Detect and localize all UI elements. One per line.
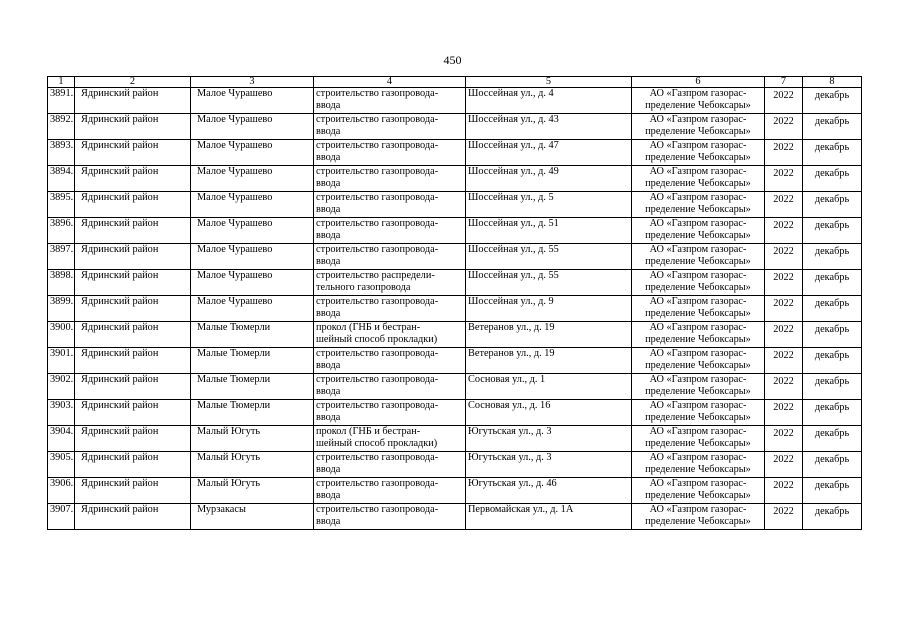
year-cell: 2022 <box>765 478 803 504</box>
work-type-line-1: прокол (ГНБ и бестран- <box>316 426 421 437</box>
organization-line-2: пределение Чебоксары» <box>645 255 751 267</box>
row-number: 3906. <box>48 478 75 504</box>
organization-cell <box>632 218 765 244</box>
organization-line-1: АО «Газпром газорас- <box>649 166 747 177</box>
organization-line-1: АО «Газпром газорас- <box>649 296 747 307</box>
locality-cell: Малое Чурашево <box>191 192 314 218</box>
row-number: 3893. <box>48 140 75 166</box>
work-type-line-2: ввода <box>316 151 341 163</box>
organization-cell <box>632 426 765 452</box>
month-cell: декабрь <box>803 166 862 192</box>
year-cell: 2022 <box>765 88 803 114</box>
month-cell: декабрь <box>803 218 862 244</box>
work-type-cell <box>314 452 466 478</box>
organization-line-2: пределение Чебоксары» <box>645 359 751 371</box>
locality-cell: Малый Югуть <box>191 478 314 504</box>
district-cell: Ядринский район <box>75 374 191 400</box>
column-header: 5 <box>466 77 632 88</box>
table-row <box>48 452 862 478</box>
address-cell: Шоссейная ул., д. 51 <box>466 218 632 244</box>
work-type-cell <box>314 374 466 400</box>
work-type-line-2: ввода <box>316 463 341 475</box>
work-type-line-2: ввода <box>316 489 341 501</box>
work-type-line-1: строительство газопровода- <box>316 166 439 177</box>
locality-cell: Малое Чурашево <box>191 218 314 244</box>
row-number: 3901. <box>48 348 75 374</box>
district-cell: Ядринский район <box>75 270 191 296</box>
locality-cell: Малое Чурашево <box>191 244 314 270</box>
table-row <box>48 270 862 296</box>
locality-cell: Малые Тюмерли <box>191 322 314 348</box>
work-type-line-1: строительство газопровода- <box>316 374 439 385</box>
table-row <box>48 348 862 374</box>
organization-line-2: пределение Чебоксары» <box>645 489 751 501</box>
column-header: 6 <box>632 77 765 88</box>
organization-line-2: пределение Чебоксары» <box>645 99 751 111</box>
address-cell: Шоссейная ул., д. 55 <box>466 270 632 296</box>
work-type-cell <box>314 426 466 452</box>
month-cell: декабрь <box>803 478 862 504</box>
year-cell: 2022 <box>765 452 803 478</box>
work-type-line-1: строительство распредели- <box>316 270 435 281</box>
organization-cell <box>632 270 765 296</box>
work-type-line-2: шейный способ прокладки) <box>316 437 438 449</box>
locality-cell: Малое Чурашево <box>191 140 314 166</box>
organization-line-1: АО «Газпром газорас- <box>649 140 747 151</box>
month-cell: декабрь <box>803 426 862 452</box>
locality-cell: Малый Югуть <box>191 452 314 478</box>
work-type-line-1: строительство газопровода- <box>316 140 439 151</box>
address-cell: Шоссейная ул., д. 55 <box>466 244 632 270</box>
organization-line-2: пределение Чебоксары» <box>645 333 751 345</box>
locality-cell: Малое Чурашево <box>191 270 314 296</box>
table-row <box>48 322 862 348</box>
organization-cell <box>632 478 765 504</box>
work-type-cell <box>314 166 466 192</box>
organization-line-1: АО «Газпром газорас- <box>649 504 747 515</box>
month-cell: декабрь <box>803 400 862 426</box>
organization-line-1: АО «Газпром газорас- <box>649 374 747 385</box>
column-header: 1 <box>48 77 75 88</box>
work-type-cell <box>314 88 466 114</box>
row-number: 3904. <box>48 426 75 452</box>
work-type-line-1: строительство газопровода- <box>316 504 439 515</box>
organization-line-1: АО «Газпром газорас- <box>649 452 747 463</box>
organization-cell <box>632 140 765 166</box>
table-row <box>48 166 862 192</box>
organization-line-1: АО «Газпром газорас- <box>649 270 747 281</box>
work-type-line-2: ввода <box>316 99 341 111</box>
locality-cell: Малые Тюмерли <box>191 348 314 374</box>
organization-cell <box>632 348 765 374</box>
table-row <box>48 88 862 114</box>
address-cell: Сосновая ул., д. 1 <box>466 374 632 400</box>
year-cell: 2022 <box>765 296 803 322</box>
organization-cell <box>632 114 765 140</box>
year-cell: 2022 <box>765 322 803 348</box>
organization-line-2: пределение Чебоксары» <box>645 307 751 319</box>
organization-cell <box>632 296 765 322</box>
work-type-line-2: ввода <box>316 411 341 423</box>
data-table <box>47 76 862 530</box>
row-number: 3894. <box>48 166 75 192</box>
row-number: 3902. <box>48 374 75 400</box>
district-cell: Ядринский район <box>75 114 191 140</box>
work-type-line-2: ввода <box>316 515 341 527</box>
district-cell: Ядринский район <box>75 218 191 244</box>
address-cell: Шоссейная ул., д. 43 <box>466 114 632 140</box>
work-type-cell <box>314 322 466 348</box>
organization-line-2: пределение Чебоксары» <box>645 177 751 189</box>
month-cell: декабрь <box>803 114 862 140</box>
work-type-line-2: тельного газопровода <box>316 281 411 293</box>
organization-line-1: АО «Газпром газорас- <box>649 400 747 411</box>
work-type-cell <box>314 296 466 322</box>
month-cell: декабрь <box>803 192 862 218</box>
organization-line-2: пределение Чебоксары» <box>645 515 751 527</box>
work-type-line-2: ввода <box>316 177 341 189</box>
organization-line-2: пределение Чебоксары» <box>645 385 751 397</box>
work-type-line-2: ввода <box>316 359 341 371</box>
month-cell: декабрь <box>803 322 862 348</box>
organization-cell <box>632 192 765 218</box>
organization-cell <box>632 322 765 348</box>
organization-line-2: пределение Чебоксары» <box>645 125 751 137</box>
year-cell: 2022 <box>765 270 803 296</box>
work-type-cell <box>314 244 466 270</box>
work-type-line-1: строительство газопровода- <box>316 244 439 255</box>
work-type-line-1: строительство газопровода- <box>316 218 439 229</box>
organization-line-1: АО «Газпром газорас- <box>649 322 747 333</box>
organization-line-1: АО «Газпром газорас- <box>649 192 747 203</box>
district-cell: Ядринский район <box>75 452 191 478</box>
work-type-line-2: ввода <box>316 385 341 397</box>
organization-line-2: пределение Чебоксары» <box>645 229 751 241</box>
locality-cell: Малые Тюмерли <box>191 400 314 426</box>
locality-cell: Малое Чурашево <box>191 296 314 322</box>
organization-line-1: АО «Газпром газорас- <box>649 478 747 489</box>
address-cell: Сосновая ул., д. 16 <box>466 400 632 426</box>
table-row <box>48 218 862 244</box>
address-cell: Югутьская ул., д. 3 <box>466 426 632 452</box>
address-cell: Первомайская ул., д. 1А <box>466 504 632 530</box>
year-cell: 2022 <box>765 166 803 192</box>
district-cell: Ядринский район <box>75 322 191 348</box>
work-type-line-1: строительство газопровода- <box>316 192 439 203</box>
district-cell: Ядринский район <box>75 166 191 192</box>
work-type-cell <box>314 504 466 530</box>
organization-line-1: АО «Газпром газорас- <box>649 348 747 359</box>
organization-cell <box>632 374 765 400</box>
table-row <box>48 192 862 218</box>
organization-line-2: пределение Чебоксары» <box>645 281 751 293</box>
work-type-line-1: строительство газопровода- <box>316 400 439 411</box>
district-cell: Ядринский район <box>75 140 191 166</box>
locality-cell: Мурзакасы <box>191 504 314 530</box>
district-cell: Ядринский район <box>75 426 191 452</box>
page-number: 450 <box>443 53 462 67</box>
work-type-line-2: ввода <box>316 203 341 215</box>
locality-cell: Малый Югуть <box>191 426 314 452</box>
organization-line-2: пределение Чебоксары» <box>645 151 751 163</box>
month-cell: декабрь <box>803 348 862 374</box>
organization-line-2: пределение Чебоксары» <box>645 463 751 475</box>
month-cell: декабрь <box>803 270 862 296</box>
work-type-cell <box>314 400 466 426</box>
year-cell: 2022 <box>765 504 803 530</box>
row-number: 3899. <box>48 296 75 322</box>
table-row <box>48 374 862 400</box>
month-cell: декабрь <box>803 374 862 400</box>
work-type-cell <box>314 218 466 244</box>
table-row <box>48 504 862 530</box>
table-row <box>48 114 862 140</box>
row-number: 3896. <box>48 218 75 244</box>
work-type-line-2: ввода <box>316 307 341 319</box>
work-type-line-2: ввода <box>316 229 341 241</box>
locality-cell: Малое Чурашево <box>191 114 314 140</box>
work-type-line-1: строительство газопровода- <box>316 88 439 99</box>
year-cell: 2022 <box>765 400 803 426</box>
organization-line-2: пределение Чебоксары» <box>645 437 751 449</box>
year-cell: 2022 <box>765 374 803 400</box>
address-cell: Шоссейная ул., д. 49 <box>466 166 632 192</box>
row-number: 3907. <box>48 504 75 530</box>
district-cell: Ядринский район <box>75 504 191 530</box>
organization-line-1: АО «Газпром газорас- <box>649 114 747 125</box>
work-type-line-2: ввода <box>316 255 341 267</box>
row-number: 3897. <box>48 244 75 270</box>
column-header: 7 <box>765 77 803 88</box>
month-cell: декабрь <box>803 504 862 530</box>
row-number: 3898. <box>48 270 75 296</box>
address-cell: Югутьская ул., д. 3 <box>466 452 632 478</box>
row-number: 3905. <box>48 452 75 478</box>
address-cell: Югутьская ул., д. 46 <box>466 478 632 504</box>
address-cell: Шоссейная ул., д. 47 <box>466 140 632 166</box>
address-cell: Ветеранов ул., д. 19 <box>466 348 632 374</box>
year-cell: 2022 <box>765 114 803 140</box>
work-type-line-2: ввода <box>316 125 341 137</box>
district-cell: Ядринский район <box>75 478 191 504</box>
column-header: 2 <box>75 77 191 88</box>
work-type-line-2: шейный способ прокладки) <box>316 333 438 345</box>
row-number: 3892. <box>48 114 75 140</box>
work-type-line-1: прокол (ГНБ и бестран- <box>316 322 421 333</box>
work-type-cell <box>314 192 466 218</box>
work-type-cell <box>314 140 466 166</box>
table-row <box>48 478 862 504</box>
column-header: 3 <box>191 77 314 88</box>
row-number: 3900. <box>48 322 75 348</box>
table-row <box>48 426 862 452</box>
address-cell: Ветеранов ул., д. 19 <box>466 322 632 348</box>
row-number: 3903. <box>48 400 75 426</box>
month-cell: декабрь <box>803 244 862 270</box>
organization-line-1: АО «Газпром газорас- <box>649 88 747 99</box>
month-cell: декабрь <box>803 452 862 478</box>
work-type-line-1: строительство газопровода- <box>316 348 439 359</box>
column-header: 8 <box>803 77 862 88</box>
organization-cell <box>632 88 765 114</box>
organization-line-2: пределение Чебоксары» <box>645 203 751 215</box>
district-cell: Ядринский район <box>75 348 191 374</box>
organization-cell <box>632 244 765 270</box>
table-row <box>48 296 862 322</box>
work-type-cell <box>314 114 466 140</box>
organization-cell <box>632 400 765 426</box>
address-cell: Шоссейная ул., д. 5 <box>466 192 632 218</box>
address-cell: Шоссейная ул., д. 9 <box>466 296 632 322</box>
work-type-line-1: строительство газопровода- <box>316 296 439 307</box>
row-number: 3895. <box>48 192 75 218</box>
year-cell: 2022 <box>765 348 803 374</box>
district-cell: Ядринский район <box>75 244 191 270</box>
work-type-line-1: строительство газопровода- <box>316 114 439 125</box>
address-cell: Шоссейная ул., д. 4 <box>466 88 632 114</box>
month-cell: декабрь <box>803 88 862 114</box>
table-row <box>48 244 862 270</box>
organization-line-1: АО «Газпром газорас- <box>649 426 747 437</box>
district-cell: Ядринский район <box>75 296 191 322</box>
district-cell: Ядринский район <box>75 88 191 114</box>
work-type-line-1: строительство газопровода- <box>316 478 439 489</box>
district-cell: Ядринский район <box>75 192 191 218</box>
month-cell: декабрь <box>803 296 862 322</box>
header-row <box>48 77 862 88</box>
year-cell: 2022 <box>765 140 803 166</box>
column-header: 4 <box>314 77 466 88</box>
year-cell: 2022 <box>765 244 803 270</box>
month-cell: декабрь <box>803 140 862 166</box>
organization-line-1: АО «Газпром газорас- <box>649 218 747 229</box>
year-cell: 2022 <box>765 218 803 244</box>
locality-cell: Малые Тюмерли <box>191 374 314 400</box>
table-row <box>48 400 862 426</box>
work-type-cell <box>314 478 466 504</box>
work-type-cell <box>314 270 466 296</box>
table-row <box>48 140 862 166</box>
locality-cell: Малое Чурашево <box>191 166 314 192</box>
organization-cell <box>632 504 765 530</box>
work-type-line-1: строительство газопровода- <box>316 452 439 463</box>
organization-line-2: пределение Чебоксары» <box>645 411 751 423</box>
row-number: 3891. <box>48 88 75 114</box>
locality-cell: Малое Чурашево <box>191 88 314 114</box>
district-cell: Ядринский район <box>75 400 191 426</box>
organization-line-1: АО «Газпром газорас- <box>649 244 747 255</box>
organization-cell <box>632 166 765 192</box>
year-cell: 2022 <box>765 426 803 452</box>
year-cell: 2022 <box>765 192 803 218</box>
organization-cell <box>632 452 765 478</box>
work-type-cell <box>314 348 466 374</box>
